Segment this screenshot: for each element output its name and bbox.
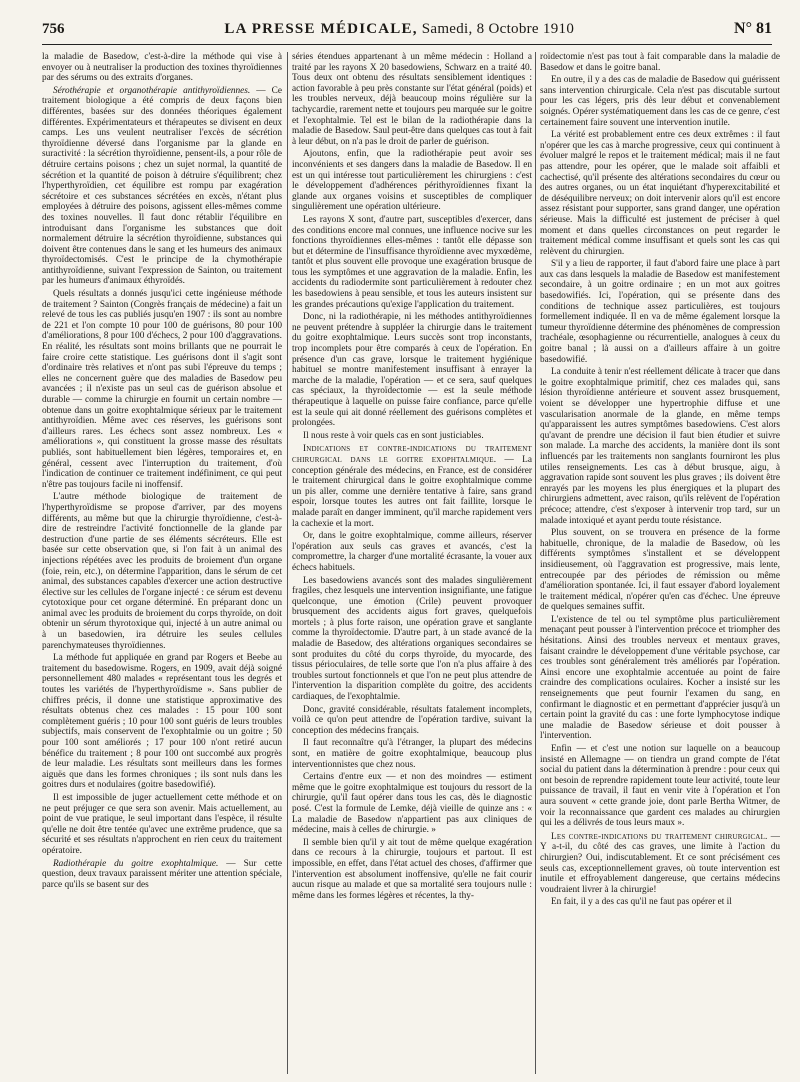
paragraph-text: Il nous reste à voir quels cas en sont justiciables. (303, 430, 484, 441)
body-paragraph (540, 367, 780, 526)
section-paragraph (540, 832, 780, 896)
text-column-2 (292, 52, 532, 1076)
body-paragraph (42, 492, 282, 651)
column-divider (535, 52, 536, 1074)
journal-name: LA PRESSE MÉDICALE, (224, 21, 418, 37)
paragraph-text: Donc, gravité considérable, résultats fatalement incomplets, voilà ce qu'on peut attendre de l'opération tardive, suivant la conception des médecins français. (292, 704, 532, 736)
body-paragraph (292, 772, 532, 836)
body-paragraph (292, 531, 532, 573)
paragraph-text: Donc, ni la radiothérapie, ni les méthodes antithyroïdiennes ne peuvent prétendre à suppléer la chirurgie dans le traitement du goitre exophtalmique. Leurs succès sont trop inconstants, trop incomplets pour être comparés à ceux de l'opération. En présence d'un cas grave, lorsque le traitement hygiénique habituel se montre manifestement insuffisant à enrayer la marche de la maladie, l'opération — et ce sera, sauf quelques cas spéciaux, la thyroïdectomie — est la seule méthode thérapeutique à laquelle on puisse faire confiance, parce qu'elle est la seule qui ait donné réellement des guérisons complètes et prolongées. (292, 312, 532, 429)
body-paragraph (540, 130, 780, 257)
paragraph-text: roïdectomie n'est pas tout à fait comparable dans la maladie de Basedow et dans le goitre banal. (540, 52, 780, 73)
paragraph-text: L'existence de tel ou tel symptôme plus particulièrement menaçant peut pousser à l'intervention précoce et triompher des hésitations. Ainsi des troubles nerveux et mentaux graves, faisant craindre le développement d'une véritable psychose, car ces troubles sont généralement très améliorés par l'opération. Ainsi encore une exophtalmie accentuée au point de faire craindre des complications oculaires. Kocher a insisté sur les renseignements que peut fournir l'examen du sang, en confirmant le diagnostic et en permettant d'apprécier jusqu'à un certain point la gravité du cas : une forte lymphocytose indique une maladie de Basedow sérieuse et doit pousser à l'intervention. (540, 614, 780, 742)
paragraph-text: Enfin — et c'est une notion sur laquelle on a beaucoup insisté en Allemagne — on tiendra un grand compte de l'état social du patient dans la détermination à prendre : pour ceux qui ont besoin de reprendre rapidement toute leur activité, toute leur puissance de travail, il faut en venir vite à l'opération et l'on aura souvent « cette grande joie, dont parle Bertha Witmer, de voir la reconnaissance que gardent ces malades au chirurgien qui les a délivrés de tous leurs maux ». (540, 744, 780, 829)
text-column-3 (540, 52, 780, 1076)
section-paragraph (292, 444, 532, 529)
paragraph-text: Il est impossible de juger actuellement cette méthode et on ne peut préjuger ce que sera son avenir. Mais actuellement, au point de vue pratique, le seul important dans l'espèce, il résulte qu'elle ne doit être tentée qu'avec une extrême prudence, que sa sécurité et ses résultats n'approchent en rien ceux du traitement opératoire. (42, 792, 282, 856)
header-rule (42, 44, 772, 45)
body-paragraph (540, 528, 780, 613)
body-paragraph (292, 738, 532, 770)
paragraph-text: Il semble bien qu'il y ait tout de même quelque exagération dans ce recours à la chirurgie, toujours et partout. Il est impossible, en effet, dans l'état actuel des choses, d'affirmer que l'intervention est absolument inoffensive, qu'elle ne fait courir aucun risque au malade et que sa mortalité sera toujours nulle : même dans les formes légères et récentes, la thy- (292, 837, 532, 901)
paragraph-text: Or, dans le goitre exophtalmique, comme ailleurs, réserver l'opération aux seuls cas graves et avancés, c'est la compromettre, la charger d'une mortalité écrasante, la vouer aux échecs habituels. (292, 531, 532, 573)
page-number: 756 (42, 21, 65, 37)
paragraph-text: séries étendues appartenant à un même médecin : Holland a traité par les rayons X 20 basedowiens, Schwarz en a traité 40. Tous deux ont obtenu des résultats sensiblement identiques : action favorable à peu près constante sur l'état général (poids) et les troubles nerveux, déjà beaucoup moins régulière sur la tachycardie, rarement nette et toujours peu marquée sur le goitre et l'exophtalmie. Tel est le bilan de la radiothérapie dans la maladie de Basedow. Saul peut-être dans quelques cas tout à fait à leur début, on n'a pas le droit de parler de guérison. (292, 52, 532, 147)
body-paragraph (292, 431, 532, 442)
issue-date: Samedi, 8 Octobre 1910 (421, 21, 575, 37)
paragraph-heading: Sérothérapie et organothérapie antithyroïdiennes. (53, 85, 251, 96)
column-divider (287, 52, 288, 1074)
body-paragraph (292, 215, 532, 310)
paragraph-heading: Indications et contre-indications du traitement chirurgical dans le goitre exophtalmique. (292, 444, 532, 465)
paragraph-text: Les basedowiens avancés sont des malades singulièrement fragiles, chez lesquels une intervention insignifiante, une fatigue quelconque, une émotion (Crile) peuvent provoquer brusquement des accidents aigus fort graves, quelquefois mortels ; à plus forte raison, une opération grave et sanglante comme la thyroïdectomie. D'autre part, à un stade avancé de la maladie de Basedow, des altérations organiques secondaires se sont produites du côté du corps thyroïde, du myocarde, des tissus périoculaires, de telle sorte que l'on n'a plus affaire à des troubles surtout fonctionnels et que l'on ne peut plus attendre de l'intervention la disparition complète du goitre, des accidents cardiaques, de l'exophtalmie. (292, 575, 532, 703)
body-paragraph (292, 149, 532, 213)
paragraph-text: — Sur cette question, deux travaux paraissent mériter une attention spéciale, parce qu'ils se basent sur des (42, 858, 282, 890)
paragraph-text: — Ce traitement biologique a été compris de deux façons bien différentes, basées sur des données théoriques également différentes. Expérimentateurs et thérapeutes se divisent en deux camps. Les uns veulent neutraliser l'excès de sécrétion thyroïdienne déversé dans l'organisme par la glande en suractivité : la sécrétion thyroïdienne, pensent-ils, a pour rôle de détruire certains poisons ; chez un sujet normal, la quantité de sécrétion et la quantité de poison à détruire s'équilibrent; chez l'hyperthyroïdien, cet équilibre est rompu par exagération sécrétoire et ces substances sécrétées en excès, n'étant plus employées à détruire des poisons, agissent elles-mêmes comme des toxines nouvelles. Il faut donc rétablir l'équilibre en introduisant dans l'organisme les substances que doit normalement détruire la sécrétion thyroïdienne, substances qui doivent être contenues dans le sang et les humeurs des animaux thyroïdectomisés. C'est le principe de la chymothérapie antithyroïdienne, suivant l'expression de Sainton, ou traitement par les humeurs d'animaux éthyroïdés. (42, 85, 282, 287)
section-paragraph (42, 86, 282, 287)
section-paragraph (42, 859, 282, 891)
paragraph-text: Plus souvent, on se trouvera en présence de la forme habituelle, chronique, de la maladie de Basedow, où les différents symptômes s'installent et se développent insidieusement, où l'aggravation est progressive, mais lente, entrecoupée par des périodes de rémission ou même d'amélioration spontanée. Ici, il faut essayer d'abord loyalement le traitement médical, n'opérer qu'en cas d'échec. Une épreuve de quelques semaines suffit. (540, 528, 780, 613)
body-paragraph (540, 52, 780, 73)
paragraph-text: En outre, il y a des cas de maladie de Basedow qui guérissent sans intervention chirurgicale. Cela n'est pas discutable surtout pour les cas légers, pris dès leur début et convenablement soignés. Opérer systématiquement dans les cas de ce genre, c'est certainement faire souvent une intervention inutile. (540, 75, 780, 128)
body-paragraph (292, 52, 532, 147)
paragraph-heading: Les contre-indications du traitement chirurgical. (551, 831, 768, 842)
body-paragraph (540, 744, 780, 829)
page-header (42, 20, 772, 46)
paragraph-heading: Radiothérapie du goitre exophtalmique. (53, 858, 219, 869)
paragraph-text: — Y a-t-il, du côté des cas graves, une limite à l'action du chirurgien? Oui, indiscutablement. Et ce sont précisément ces seuls cas, exceptionnellement graves, où toute intervention est inutile et effroyablement dangereuse, que certains médecins voudraient livrer à la chirurgie! (540, 831, 780, 895)
body-paragraph (540, 259, 780, 365)
paragraph-text: Certains d'entre eux — et non des moindres — estiment même que le goitre exophtalmique est toujours du ressort de la chirurgie, qu'il faut opérer dans tous les cas, dès le diagnostic posé. C'est la formule de Lemke, déjà vieille de quinze ans : « La maladie de Basedow n'appartient pas aux cliniques de médecine, mais à celles de chirurgie. » (292, 772, 532, 836)
body-paragraph (540, 897, 780, 908)
body-paragraph (42, 653, 282, 791)
body-paragraph (42, 289, 282, 490)
paragraph-text: La conduite à tenir n'est réellement délicate à tracer que dans le goitre exophtalmique primitif, chez ces malades qui, sans lésion thyroïdienne antérieure et souvent assez brusquement, voient se développer une hypertrophie diffuse et une vascularisation anormale de la glande, en même temps qu'apparaissent les autres symptômes basedowiens. C'est alors qu'avant de prendre une décision il faut bien étudier et suivre son malade. La marche des accidents, la manière dont ils sont influencés par les traitements non sanglants fourniront les plus utiles renseignements. Les cas à début brusque, aigu, à aggravation rapide sont souvent les plus graves ; ils doivent être enrayés par les moyens les plus énergiques et la plupart des chirurgiens admettent, avec raison, qu'ils relèvent de l'opération précoce; attendre, c'est s'exposer à intervenir trop tard, sur un malade intoxiqué et ayant perdu toute résistance. (540, 367, 780, 526)
paragraph-text: Il faut reconnaître qu'à l'étranger, la plupart des médecins sont, en matière de goitre exophtalmique, beaucoup plus interventionnistes que chez nous. (292, 738, 532, 770)
paragraph-text: — La conception générale des médecins, en France, est de considérer le traitement chirurgical dans le goitre exophtalmique comme un pis aller, comme une dernière tentative à faire, sans grand espoir, lorsque toutes les autres ont fait faillite, lorsque le malade paraît en danger imminent, qu'il marche rapidement vers la cachexie et la mort. (292, 454, 532, 529)
body-paragraph (42, 793, 282, 857)
body-paragraph (292, 838, 532, 902)
paragraph-text: En fait, il y a des cas qu'il ne faut pas opérer et il (551, 897, 732, 908)
issue-number: N° 81 (734, 20, 772, 37)
body-paragraph (292, 705, 532, 737)
paragraph-text: La vérité est probablement entre ces deux extrêmes : il faut n'opérer que les cas à marche progressive, ceux qui continuent à évoluer malgré le repos et le traitement médical; mais il ne faut pas attendre, pour les opérer, que le malade soit affaibli et cachectisé, qu'il présente des altérations secondaires du cœur ou des autres organes, ou un état inquiétant d'hyperexcitabilité et de déséquilibre nerveux; on doit intervenir alors qu'il est encore assez résistant pour supporter, sans grand danger, une opération sérieuse. Mais la difficulté est justement de préciser à quel moment et dans quelles circonstances on peut regarder le traitement médical comme insuffisant et quels sont les cas qui relèvent du chirurgien. (540, 130, 780, 257)
body-paragraph (292, 576, 532, 703)
paragraph-text: L'autre méthode biologique de traitement de l'hyperthyroïdisme se propose d'arriver, par des moyens différents, au même but que la chirurgie thyroïdienne, c'est-à-dire de restreindre l'activité fonctionnelle de la glande par destruction d'une partie de ses éléments sécréteurs. Elle est basée sur cette observation que, si l'on fait à un animal des injections répétées avec les produits de broiement d'un organe (foie, rein, etc.), on détermine l'apparition, dans le sérum de cet animal, des substances capables d'exercer une action destructive élective sur les cellules de l'organe injecté : ce sérum est devenu cytotoxique pour cet organe déterminé. En préparant donc un animal avec les produits de broiement du corps thyroïde, on doit obtenir un sérum thyrotoxique qui, injecté à un autre animal ou à un basedowien, ira détruire les seules cellules parenchymateuses thyroïdiennes. (42, 492, 282, 651)
body-paragraph (42, 52, 282, 84)
paragraph-text: la maladie de Basedow, c'est-à-dire la méthode qui vise à envoyer ou à neutraliser la production des toxines thyroïdiennes par des sérums ou des extraits d'organes. (42, 52, 282, 84)
paragraph-text: La méthode fut appliquée en grand par Rogers et Beebe au traitement du basedowisme. Rogers, en 1909, avait déjà soigné personnellement 480 malades « représentant tous les degrés et toutes les variétés de l'hyperthyroïdisme ». Sans publier de chiffres précis, il donne une statistique approximative des résultats obtenus chez ces malades : 15 pour 100 sont complètement guéris ; 10 pour 100 sont guéris de leurs troubles subjectifs, mais conservent de l'exophtalmie ou un goitre ; 50 pour 100 sont améliorés ; 17 pour 100 n'ont retiré aucun bénéfice du traitement ; 8 pour 100 ont succombé aux progrès de leur maladie. Les résultats sont meilleurs dans les formes aiguës que dans les formes chroniques ; ils sont nuls dans les goitres durs et nodulaires (goitre basedowifié). (42, 653, 282, 791)
paragraph-text: Les rayons X sont, d'autre part, susceptibles d'exercer, dans des conditions encore mal connues, une influence nocive sur les fonctions thyroïdiennes elles-mêmes : tantôt elle dépasse son but et détermine de l'insuffisance thyroïdienne avec myxœdème, tantôt et plus souvent elle provoque une exagération brusque de tous les symptômes et une aggravation de la maladie. Enfin, les accidents du radiodermite sont particulièrement à redouter chez les basedowiens à peau sensible, et tous les auteurs insistent sur les grandes précautions qu'exige l'application du traitement. (292, 214, 532, 310)
body-paragraph (540, 75, 780, 128)
body-paragraph (292, 312, 532, 429)
running-title (224, 21, 574, 38)
paragraph-text: Quels résultats a donnés jusqu'ici cette ingénieuse méthode de traitement ? Sainton (Congrès français de médecine) a fait un relevé de tous les cas publiés jusqu'en 1907 : ils sont au nombre de 221 et l'on compte 10 pour 100 de guérisons, 80 pour 100 d'améliorations, 8 pour 100 d'échecs, 2 pour 100 d'aggravations. En réalité, les résultats sont moins brillants que ne pourrait le faire croire cette statistique. Les guérisons dont il s'agit sont d'ordinaire très relatives et n'ont pas subi l'épreuve du temps ; elles ne concernent guère que des maladies de Basedow peu avancées ; il n'existe pas un seul cas de guérison absolue et durable — comme la chirurgie en fournit un certain nombre — obtenue dans un goitre exophtalmique sérieux par le traitement antithyroïdien. Même avec ces réserves, les guérisons sont d'ailleurs rares. Les échecs sont assez nombreux. Les « améliorations », qui constituent la grosse masse des résultats publiés, sont habituellement bien légères, temporaires et, en général, cessent avec l'interruption du traitement, d'où l'indication de continuer ce traitement indéfiniment, ce qui peut n'être pas toujours facile ni inoffensif. (42, 289, 282, 490)
body-paragraph (540, 615, 780, 742)
text-column-1 (42, 52, 282, 1076)
paragraph-text: Ajoutons, enfin, que la radiothérapie peut avoir ses inconvénients et ses dangers dans la maladie de Basedow. Il en est un qui intéresse tout particulièrement les chirurgiens : c'est le développement d'adhérences périthyroïdiennes fixant la glande aux organes voisins et susceptibles de compliquer singulièrement une opération ultérieure. (292, 149, 532, 213)
paragraph-text: S'il y a lieu de rapporter, il faut d'abord faire une place à part aux cas dans lesquels la maladie de Basedow est manifestement secondaire, à un goitre ordinaire ; en un mot aux goitres basedowifiés. Ici, l'opération, qui se présente dans des conditions de technique assez particulières, est toujours formellement indiquée. Il en va de même également lorsque la tumeur thyroïdienne détermine des phénomènes de compression trachéale, œsophagienne ou récurrentielle, analogues à ceux du goitre banal ; là aussi on a d'ailleurs affaire à un goitre basedowifié. (540, 259, 780, 365)
